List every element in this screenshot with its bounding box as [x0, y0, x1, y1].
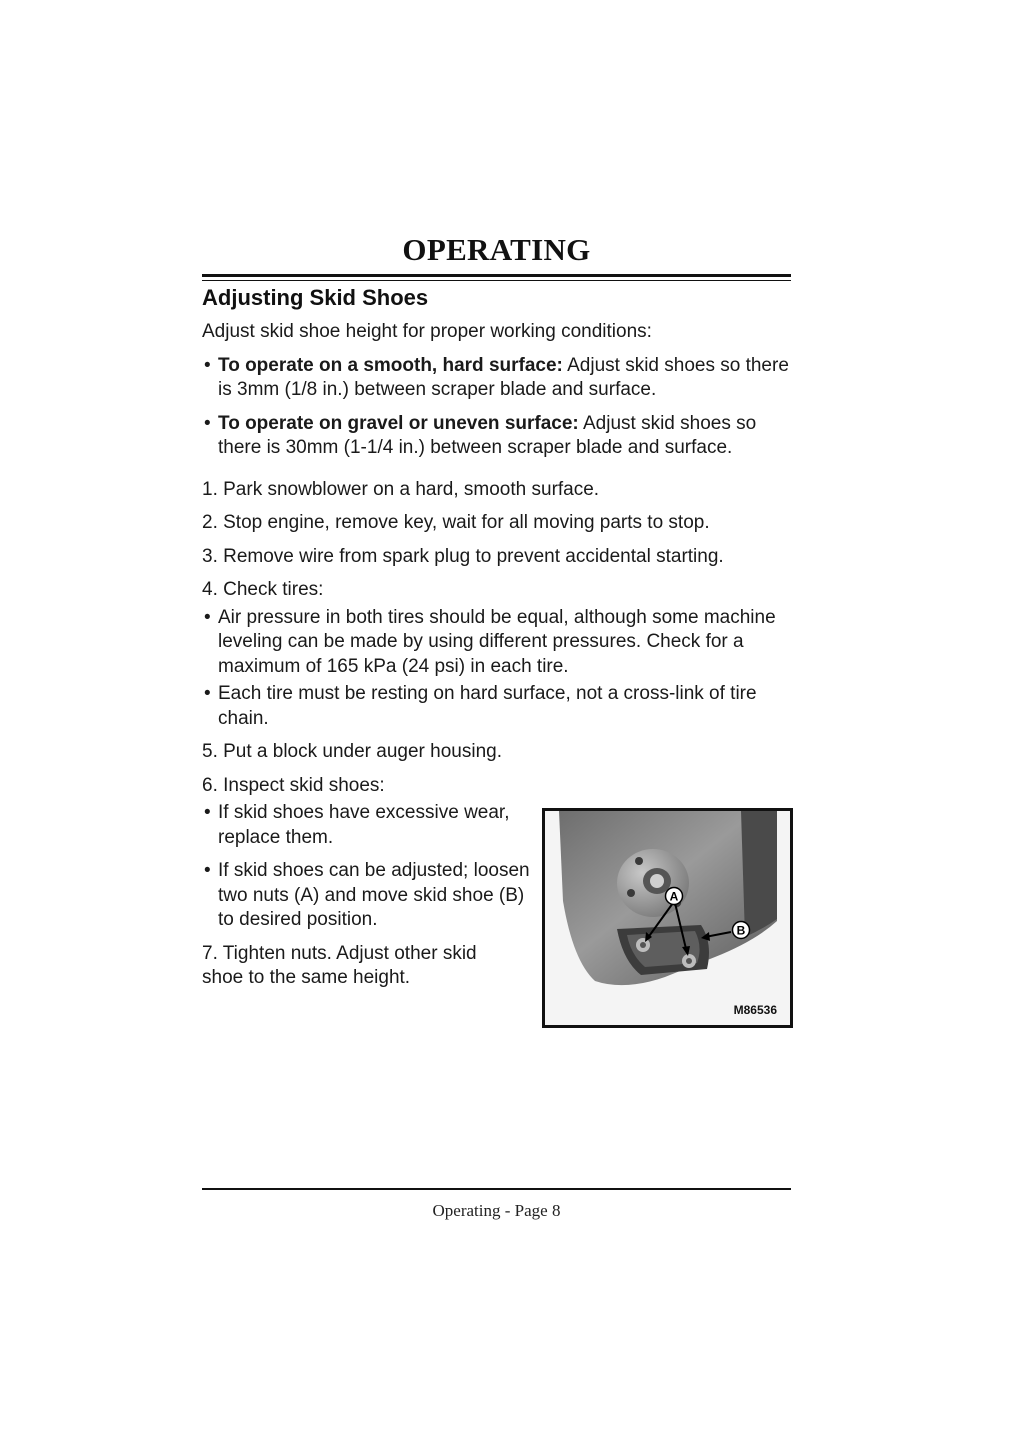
step-4-bullet-surface: • Each tire must be resting on hard surface, not a cross-link of tire chain. [202, 682, 793, 731]
condition-bullet-gravel [202, 412, 794, 461]
footer-rule [202, 1188, 791, 1190]
skid-shoe-photo [545, 811, 790, 1025]
step-3: 3. Remove wire from spark plug to prevent accidental starting. [202, 545, 724, 567]
condition-bullet-smooth [202, 354, 794, 403]
title-rule-thick [202, 274, 791, 277]
condition-label: To operate on a smooth, hard surface: [218, 354, 563, 376]
spacer [202, 470, 794, 478]
step-6-bullet-wear: • If skid shoes have excessive wear, replace them. [202, 801, 543, 850]
page-title: OPERATING [402, 232, 591, 267]
condition-text: Adjust skid shoes so there is 30mm (1-1/4 in.) between scraper blade and surface. [218, 412, 757, 458]
callout-a-label: A [669, 889, 679, 904]
figure-code: M86536 [733, 1003, 777, 1017]
step-7: 7. Tighten nuts. Adjust other skid shoe to the same height. [202, 942, 477, 988]
step-4-bullet-pressure: • Air pressure in both tires should be equal, although some machine leveling can be made by using different pressures. Check for a maximum of 165 kPa (24 psi) in each tire. [202, 606, 794, 680]
step-5: 5. Put a block under auger housing. [202, 741, 502, 762]
title-rule-thin [202, 280, 791, 281]
page-footer: Operating - Page 8 [432, 1201, 561, 1220]
section-heading: Adjusting Skid Shoes [202, 285, 429, 310]
step-6-bullet-adjust: • If skid shoes can be adjusted; loosen two nuts (A) and move skid shoe (B) to desired position. [202, 859, 543, 933]
skid-shoe-figure [542, 808, 793, 1028]
step-6: 6. Inspect skid shoes: [202, 774, 385, 796]
intro-text: Adjust skid shoe height for proper working conditions: [202, 321, 652, 342]
condition-text: Adjust skid shoes so there is 3mm (1/8 in.) between scraper blade and surface. [218, 354, 789, 400]
step-1: 1. Park snowblower on a hard, smooth surface. [202, 478, 600, 500]
condition-label: To operate on gravel or uneven surface: [218, 412, 579, 434]
step-2: 2. Stop engine, remove key, wait for all moving parts to stop. [202, 512, 710, 533]
step-4: 4. Check tires: [202, 579, 324, 600]
callout-b-label: B [736, 923, 746, 938]
